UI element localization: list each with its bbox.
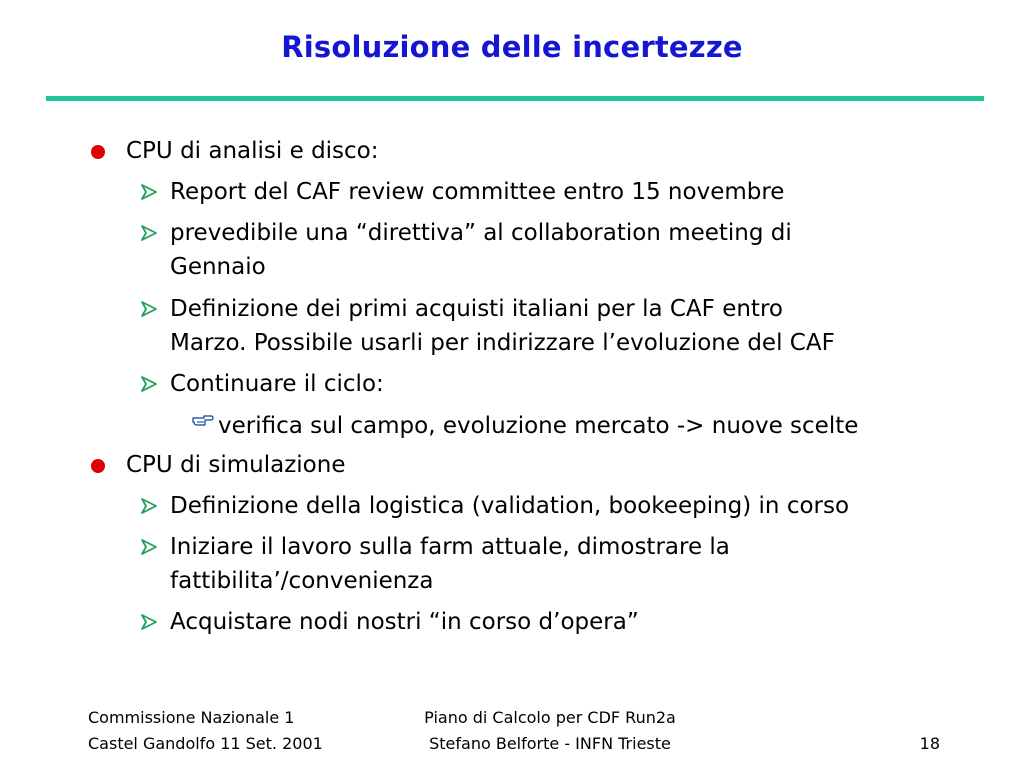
arrow-icon bbox=[140, 183, 158, 201]
sub-bullet-text: Continuare il ciclo: bbox=[170, 371, 384, 397]
sub-bullet-text: Iniziare il lavoro sulla farm attuale, dimostrare la bbox=[170, 534, 730, 560]
bullet-text: CPU di analisi e disco: bbox=[126, 138, 379, 164]
arrow-icon bbox=[140, 497, 158, 515]
arrow-icon bbox=[140, 538, 158, 556]
pointing-hand-icon bbox=[192, 413, 214, 427]
sub-bullet-text: Acquistare nodi nostri “in corso d’opera” bbox=[170, 609, 639, 635]
sub-bullet-text: prevedibile una “direttiva” al collaboration meeting di bbox=[170, 220, 792, 246]
arrow-icon bbox=[140, 375, 158, 393]
arrow-icon bbox=[140, 613, 158, 631]
sub-bullet-text-continued: Marzo. Possibile usarli per indirizzare l’evoluzione del CAF bbox=[170, 330, 835, 356]
bullet-text: CPU di simulazione bbox=[126, 452, 346, 478]
sub-bullet-text: Report del CAF review committee entro 15 novembre bbox=[170, 179, 785, 205]
footer-date: Castel Gandolfo 11 Set. 2001 bbox=[88, 734, 323, 753]
sub-bullet-text: Definizione dei primi acquisti italiani per la CAF entro bbox=[170, 296, 783, 322]
red-dot-icon bbox=[91, 459, 105, 473]
footer-author: Stefano Belforte - INFN Trieste bbox=[429, 734, 671, 753]
arrow-icon bbox=[140, 300, 158, 318]
slide-title: Risoluzione delle incertezze bbox=[281, 30, 743, 64]
page-number: 18 bbox=[919, 734, 940, 753]
footer-left bbox=[88, 705, 323, 757]
arrow-icon bbox=[140, 224, 158, 242]
footer-center bbox=[380, 705, 720, 757]
red-dot-icon bbox=[91, 145, 105, 159]
sub-bullet-text: Definizione della logistica (validation, bookeeping) in corso bbox=[170, 493, 850, 519]
sub-sub-bullet-text: verifica sul campo, evoluzione mercato -> nuove scelte bbox=[218, 413, 859, 439]
sub-bullet-text-continued: Gennaio bbox=[170, 254, 266, 280]
footer-presentation-title: Piano di Calcolo per CDF Run2a bbox=[424, 708, 676, 727]
footer-commission: Commissione Nazionale 1 bbox=[88, 708, 295, 727]
sub-bullet-text-continued: fattibilita’/convenienza bbox=[170, 568, 434, 594]
